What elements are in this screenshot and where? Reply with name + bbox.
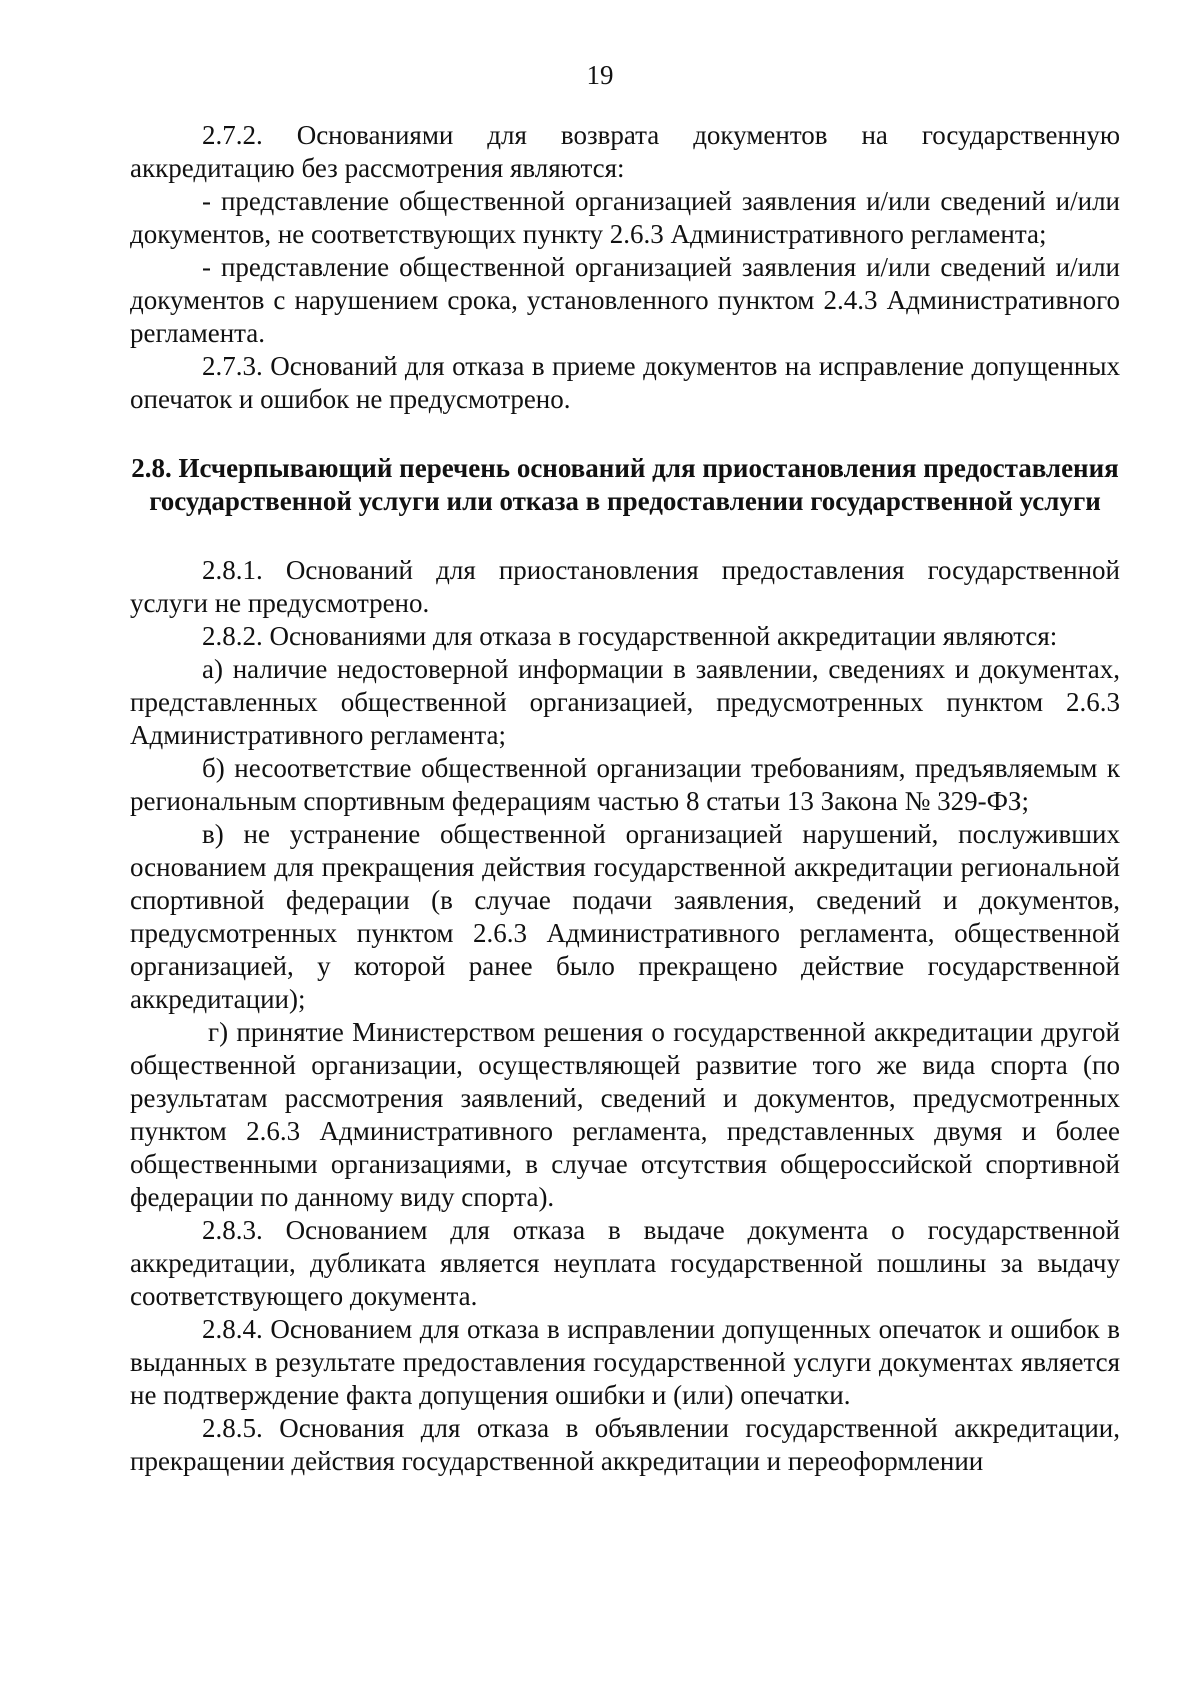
paragraph-2-8-3: 2.8.3. Основанием для отказа в выдаче документа о государственной аккредитации, дубликата является неуплата государственной пошлины за выдачу соответствующего документа. [130,1215,1120,1311]
paragraph-item-a: а) наличие недостоверной информации в заявлении, сведениях и документах, представленных общественной организацией, предусмотренных пунктом 2.6.3 Административного регламента; [130,654,1120,750]
paragraph-return-reason-2: - представление общественной организацией заявления и/или сведений и/или документов с нарушением срока, установленного пунктом 2.4.3 Административного регламента. [130,252,1120,348]
paragraph-2-8-1: 2.8.1. Оснований для приостановления предоставления государственной услуги не предусмотрено. [130,555,1120,618]
paragraph-2-8-4: 2.8.4. Основанием для отказа в исправлении допущенных опечаток и ошибок в выданных в результате предоставления государственной услуги документах является не подтверждение факта допущения ошибки и (или) опечатки. [130,1314,1120,1410]
paragraph-item-v: в) не устранение общественной организацией нарушений, послуживших основанием для прекращения действия государственной аккредитации региональной спортивной федерации (в случае подачи заявления, сведений и документов, предусмотренных пунктом 2.6.3 Административного регламента, общественной организацией, у которой ранее было прекращено действие государственной аккредитации); [130,819,1120,1014]
page-number: 19 [586,60,614,90]
paragraph-item-g: г) принятие Министерством решения о государственной аккредитации другой общественной организации, осуществляющей развитие того же вида спорта (по результатам рассмотрения заявлений, сведений и документов, предусмотренных пунктом 2.6.3 Административного регламента, представленных двумя и более общественными организациями, в случае отсутствия общероссийской спортивной федерации по данному виду спорта). [130,1017,1120,1212]
paragraph-2-7-2: 2.7.2. Основаниями для возврата документов на государственную аккредитацию без рассмотрения являются: [130,120,1120,183]
paragraph-2-8-5: 2.8.5. Основания для отказа в объявлении государственной аккредитации, прекращении действия государственной аккредитации и переоформлении [130,1413,1120,1476]
paragraph-item-b: б) несоответствие общественной организации требованиям, предъявляемым к региональным спортивным федерациям частью 8 статьи 13 Закона № 329-ФЗ; [130,753,1120,816]
section-heading-2-8: 2.8. Исчерпывающий перечень оснований для приостановления предоставления государственной услуги или отказа в предоставлении государственной услуги [131,453,1119,516]
document-body [130,119,1120,1478]
paragraph-2-7-3: 2.7.3. Оснований для отказа в приеме документов на исправление допущенных опечаток и ошибок не предусмотрено. [130,351,1120,414]
paragraph-2-8-2: 2.8.2. Основаниями для отказа в государственной аккредитации являются: [202,621,1058,651]
paragraph-return-reason-1: - представление общественной организацией заявления и/или сведений и/или документов, не соответствующих пункту 2.6.3 Административного регламента; [130,186,1120,249]
